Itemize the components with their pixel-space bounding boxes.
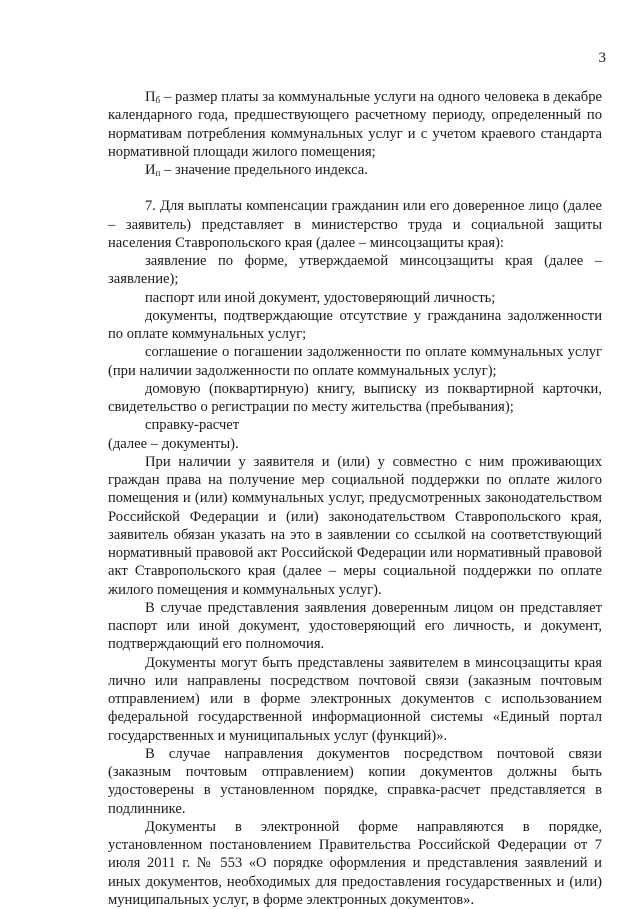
paragraph-electronic-form: Документы в электронной форме направляются в порядке, установленном постановлением Правительства Российской Федерации от 7 июля 2011 г. № 553 «О порядке оформления и представления заявлений и иных документов, необходимых для предоставления государственных и (или) муниципальных услуг, в форме электронных документов». bbox=[108, 818, 602, 908]
document-body bbox=[108, 88, 602, 909]
symbol-i: И bbox=[145, 162, 156, 178]
pb-definition-text: – размер платы за коммунальные услуги на одного человека в декабре календарного года, предшествующего расчетному периоду, определенный по нормативам потребления коммунальных услуг и с учетом краевого стандарта нормативной площади жилого помещения; bbox=[108, 89, 602, 160]
paragraph-7: 7. Для выплаты компенсации гражданин или его доверенное лицо (далее – заявитель) представляет в министерство труда и социальной защиты населения Ставропольского края (далее – минсоцзащиты края): bbox=[108, 198, 602, 251]
symbol-i-subscript: п bbox=[155, 168, 161, 178]
formula-definition-in bbox=[108, 161, 602, 179]
paragraph-gap bbox=[108, 179, 602, 197]
paragraph-social-support-rights: При наличии у заявителя и (или) у совместно с ним проживающих граждан права на получение мер социальной поддержки по оплате жилого помещения и (или) коммунальных услуг, предусмотренных законодательством Российской Федерации и (или) законодательством Ставропольского края, заявитель обязан указать на это в заявлении со ссылкой на соответствующий нормативный правовой акт Российской Федерации или нормативный правовой акт Ставропольского края (далее – меры социальной поддержки по оплате жилого помещения и коммунальных услуг). bbox=[108, 453, 602, 598]
list-item-calculation-certificate: справку-расчет bbox=[145, 417, 240, 434]
symbol-p: П bbox=[145, 89, 156, 105]
formula-definition-pb bbox=[108, 88, 602, 161]
paragraph-postal-copies: В случае направления документов посредством почтовой связи (заказным почтовым отправлением) копии документов должны быть удостоверены в установленном порядке, справка-расчет представляется в подлиннике. bbox=[108, 745, 602, 817]
symbol-p-subscript: б bbox=[155, 95, 161, 105]
page-number: 3 bbox=[598, 50, 606, 66]
paragraph-proxy: В случае представления заявления доверенным лицом он представляет паспорт или иной документ, удостоверяющий его личность, и документ, подтверждающий его полномочия. bbox=[108, 599, 602, 653]
list-item-passport: паспорт или иной документ, удостоверяющий личность; bbox=[145, 289, 496, 306]
list-continuation: (далее – документы). bbox=[108, 435, 239, 452]
paragraph-submission-methods: Документы могут быть представлены заявителем в минсоцзащиты края лично или направлены посредством почтовой связи (заказным почтовым отправлением) или в форме электронных документов с использованием федеральной государственной информационной системы «Единый портал государственных и муниципальных услуг (функций)». bbox=[108, 654, 602, 744]
list-item-debt-agreement: соглашение о погашении задолженности по оплате коммунальных услуг (при наличии задолженности по оплате коммунальных услуг); bbox=[108, 344, 602, 379]
in-definition-text: – значение предельного индекса. bbox=[160, 162, 368, 178]
list-item-no-debt-documents: документы, подтверждающие отсутствие у гражданина задолженности по оплате коммунальных услуг; bbox=[108, 307, 602, 342]
list-item-house-book: домовую (поквартирную) книгу, выписку из поквартирной карточки, свидетельство о регистрации по месту жительства (пребывания); bbox=[108, 380, 602, 415]
list-item-application: заявление по форме, утверждаемой минсоцзащиты края (далее – заявление); bbox=[108, 253, 602, 288]
